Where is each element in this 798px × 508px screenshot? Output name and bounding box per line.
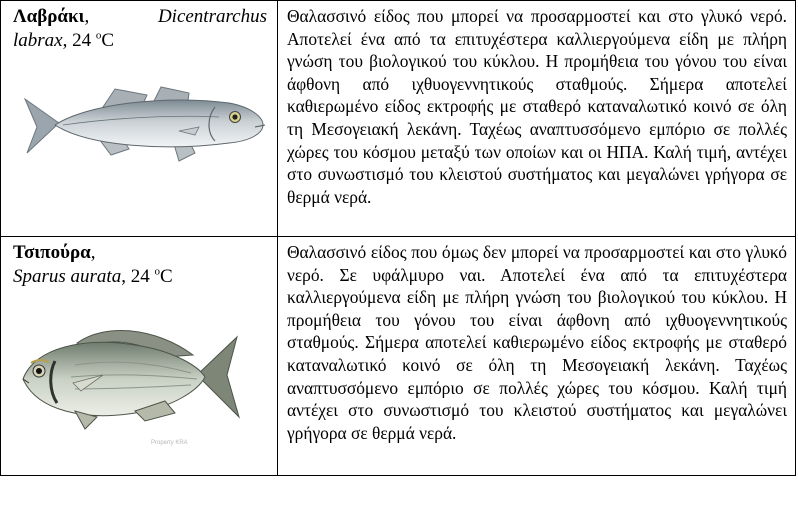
temperature-prefix: , 24 xyxy=(62,30,96,51)
temperature-unit: C xyxy=(101,30,115,51)
degree-sup: o xyxy=(154,265,160,278)
gilthead-bream-illustration-icon xyxy=(15,317,245,441)
latin-name: Sparus aurata xyxy=(13,266,122,287)
comma: , xyxy=(84,6,90,27)
temperature-unit: C xyxy=(159,266,173,287)
latin-name-genus: Dicentrarchus xyxy=(157,6,267,27)
degree-sup: o xyxy=(95,29,102,42)
temperature-prefix: , 24 xyxy=(121,266,155,287)
species-name-cell xyxy=(13,5,269,53)
common-name: Τσιπούρα xyxy=(13,242,91,263)
table-row-gilthead-bream xyxy=(1,237,795,475)
common-name: Λαβράκι xyxy=(13,6,85,27)
species-name-cell xyxy=(13,241,269,289)
comma: , xyxy=(90,242,96,263)
latin-name-species: labrax xyxy=(13,30,63,51)
image-watermark: Property KRA xyxy=(151,440,188,446)
description-cell: Θαλασσινό είδος που μπορεί να προσαρμοστεί και στο γλυκό νερό. Αποτελεί ένα από τα επιτυχέστερα καλλιεργούμενα είδη με πλήρη γνώση του βιολογικού του κύκλου. Η προμήθεια του γόνου του είναι άφθονη από ιχθυογεννητικούς σταθμούς. Σήμερα αποτελεί καθιερωμένο είδος εκτροφής με σταθερό καταναλωτικό κοινό σε όλη τη Μεσογειακή λεκάνη. Ταχέως αναπτυσσόμενο εμπόριο σε πολλές χώρες του κόσμου μεταξύ των οποίων και οι ΗΠΑ. Καλή τιμή, αντέχει στο συνωστισμό του κλειστού συστήματος και μεγαλώνει γρήγορα σε θερμά νερά. xyxy=(287,6,787,207)
sea-bass-illustration-icon xyxy=(19,81,267,173)
table-row-sea-bass xyxy=(1,1,795,237)
description-cell: Θαλασσινό είδος που όμως δεν μπορεί να προσαρμοστεί και στο γλυκό νερό. Σε υφάλμυρο ναι. Αποτελεί ένα από τα επιτυχέστερα καλλιεργούμενα είδη με πλήρη γνώση του βιολογικού του κύκλου. Η προμήθεια του γόνου του είναι άφθονη από ιχθυογεννητικούς σταθμούς. Σήμερα αποτελεί καθιερωμένο είδος εκτροφής με σταθερό καταναλωτικό κοινό σε όλη τη Μεσογειακή λεκάνη. Ταχέως αναπτυσσόμενο εμπόριο σε πολλές χώρες του κόσμου. Καλή τιμή αντέχει στο συνωστισμό του κλειστού συστήματος και μεγαλώνει γρήγορα σε θερμά νερά. xyxy=(287,242,787,443)
